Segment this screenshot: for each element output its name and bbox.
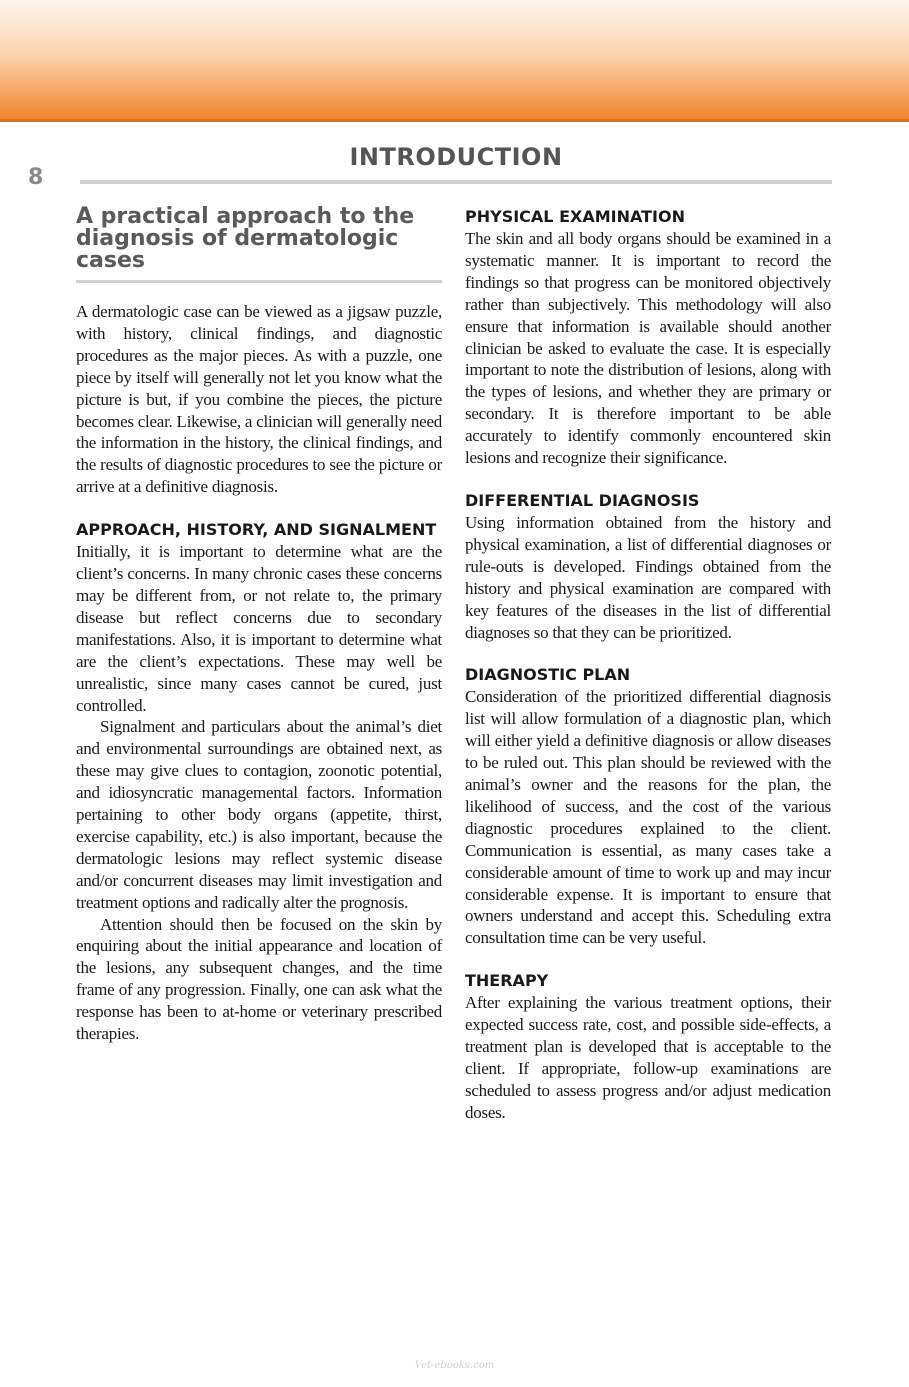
section-title: A practical approach to the diagnosis of dermatologic cases	[76, 206, 442, 283]
differential-heading: DIFFERENTIAL DIAGNOSIS	[465, 490, 700, 510]
chapter-title: INTRODUCTION	[349, 143, 563, 171]
page-number: 8	[28, 165, 44, 190]
physical-exam-heading: PHYSICAL EXAMINATION	[465, 207, 685, 226]
differential-paragraph: Using information obtained from the history and physical examination, a list of differential diagnoses or rule-outs is developed. Findings obtained from the history and physical examination are compared with key features of the diseases in the list of differential diagnoses so that they can be prioritized.	[465, 512, 831, 642]
approach-paragraph-1: Initially, it is important to determine what are the client’s concerns. In many chronic cases these concerns may be different from, or not relate to, the primary disease but reflect concerns due to secondary manifestations. Also, it is important to determine what are the client’s expectations. These may well be unrealistic, since many cases cannot be cured, just controlled.	[76, 542, 442, 715]
header-divider	[0, 119, 909, 122]
physical-exam-paragraph: The skin and all body organs should be examined in a systematic manner. It is important to record the findings so that progress can be monitored objectively rather than subjectively. This methodology will also ensure that information is available should another clinician be asked to evaluate the case. It is especially important to note the distribution of lesions, along with the types of lesions, and whether they are primary or secondary. It is therefore important to be able accurately to identify commonly encountered skin lesions and recognize their significance.	[465, 229, 831, 468]
approach-paragraph-2: Signalment and particulars about the animal’s diet and environmental surroundings are obtained next, as these may give clues to contagion, zoonotic potential, and idiosyncratic managemental factors. Information pertaining to other body organs (appetite, thirst, exercise capability, etc.) is also important, because the dermatologic lesions may reflect systemic disease and/or concurrent diseases may limit investigation and treatment options and radically alter the prognosis.	[76, 717, 442, 912]
therapy-heading: THERAPY	[465, 971, 549, 991]
approach-heading: APPROACH, HISTORY, AND SIGNALMENT	[76, 520, 437, 540]
intro-paragraph: A dermatologic case can be viewed as a jigsaw puzzle, with history, clinical findings, and diagnostic procedures as the major pieces. As with a puzzle, one piece by itself will generally not let you know what the picture is but, if you combine the pieces, the picture becomes clear. Likewise, a clinician will generally need the information in the history, the clinical findings, and the results of diagnostic procedures to see the picture or arrive at a definitive diagnosis.	[76, 302, 442, 497]
approach-paragraph-3: Attention should then be focused on the skin by enquiring about the initial appearance and location of the lesions, any subsequent changes, and the time frame of any progression. Finally, one can ask what the response has been to at-home or veterinary prescribed therapies.	[76, 914, 442, 1044]
right-column	[465, 206, 831, 1124]
diagnostic-plan-heading: DIAGNOSTIC PLAN	[465, 665, 631, 685]
therapy-paragraph: After explaining the various treatment options, their expected success rate, cost, and possible side-effects, a treatment plan is developed that is acceptable to the client. If appropriate, follow-up examinations are scheduled to assess progress and/or adjust medication doses.	[465, 993, 831, 1122]
diagnostic-plan-paragraph: Consideration of the prioritized differential diagnosis list will allow formulation of a diagnostic plan, which will either yield a definitive diagnosis or allow diseases to be ruled out. This plan should be reviewed with the animal’s owner and the reasons for the plan, the likelihood of success, and the cost of the various diagnostic procedures explained to the client. Communication is essential, as many cases take a considerable amount of time to work up and may incur considerable expense. It is important to ensure that owners understand and accept this. Scheduling extra consultation time can be very useful.	[465, 687, 831, 948]
watermark: Vet-ebooks.com	[414, 1360, 495, 1371]
left-column	[76, 206, 442, 1045]
header-band	[0, 0, 909, 120]
chapter-rule	[80, 180, 832, 184]
